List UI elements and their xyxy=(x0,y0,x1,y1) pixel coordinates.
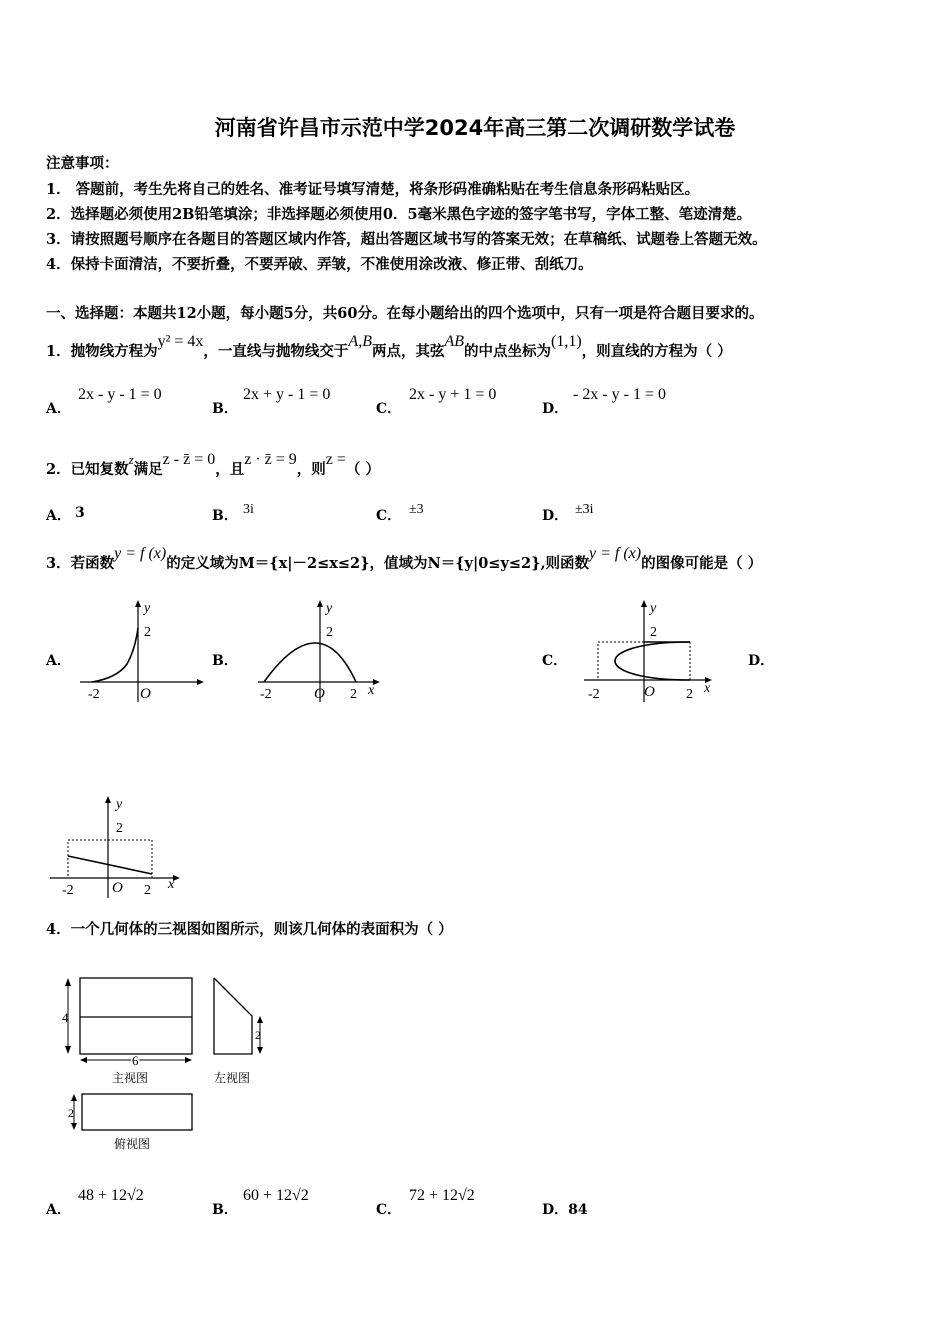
origin-label: O xyxy=(140,686,151,702)
q4-option-c-label: C． xyxy=(376,1202,402,1218)
q1-option-b: 2x + y - 1 = 0 xyxy=(243,386,331,403)
tick-2: 2 xyxy=(650,625,657,640)
q3-function: y = f (x) xyxy=(589,545,642,562)
q1-option-d: - 2x - y - 1 = 0 xyxy=(573,386,667,403)
q1-midpoint: (1,1) xyxy=(551,333,582,350)
q4-option-a: 48 + 12√2 xyxy=(78,1187,144,1204)
q4-option-d: D．84 xyxy=(542,1202,588,1218)
q1-text: 的中点坐标为 xyxy=(464,343,552,360)
tick-2: 2 xyxy=(144,625,151,640)
q3-stem xyxy=(46,545,763,573)
tick-neg2: -2 xyxy=(588,687,600,702)
q3-option-c-label: C． xyxy=(542,653,568,669)
tick-neg2: -2 xyxy=(62,883,74,898)
axis-y-label: y xyxy=(144,601,151,616)
dim-side-2: 2 xyxy=(255,1028,261,1042)
q1-option-a-label: A． xyxy=(46,401,71,417)
q1-equation: y² = 4x xyxy=(157,333,204,350)
q2-stem xyxy=(46,451,380,479)
q2-option-c: ±3 xyxy=(409,502,424,517)
q2-option-c-label: C． xyxy=(376,508,402,524)
q3-option-a-label: A． xyxy=(46,653,71,669)
q2-eq2: z · z̄ = 9 xyxy=(244,451,297,468)
tick-neg2: -2 xyxy=(88,687,100,702)
side-view-label: 左视图 xyxy=(214,1071,251,1085)
front-view-label: 主视图 xyxy=(112,1071,149,1085)
q3-graph-a xyxy=(72,598,212,706)
notice-item: 1． 答题前，考生先将自己的姓名、准考证号填写清楚，将条形码准确粘贴在考生信息条形码粘贴区。 xyxy=(46,181,700,198)
q2-option-b: 3i xyxy=(243,502,254,517)
notice-item: 4．保持卡面清洁，不要折叠，不要弄破、弄皱，不准使用涂改液、修正带、刮纸刀。 xyxy=(46,256,593,273)
axis-y-label: y xyxy=(326,601,333,616)
notice-item: 3．请按照题号顺序在各题目的答题区域内作答，超出答题区域书写的答案无效；在草稿纸、试题卷上答题无效。 xyxy=(46,231,767,248)
q4-option-c: 72 + 12√2 xyxy=(409,1187,475,1204)
q1-chord: AB xyxy=(444,333,465,350)
q1-option-d-label: D． xyxy=(542,401,569,417)
dim-6: 6 xyxy=(132,1053,139,1068)
tick-2-x: 2 xyxy=(144,883,151,898)
q4-three-views xyxy=(56,970,276,1155)
q3-function: y = f (x) xyxy=(114,545,167,562)
q1-text: ，则直线的方程为（ ） xyxy=(581,343,732,360)
q2-option-a: 3 xyxy=(75,505,85,521)
q4-option-b-label: B． xyxy=(212,1202,238,1218)
axis-x-label: x xyxy=(168,877,175,892)
q2-option-d: ±3i xyxy=(575,502,594,517)
page-title: 河南省许昌市示范中学2024年高三第二次调研数学试卷 xyxy=(214,116,736,140)
tick-2-x: 2 xyxy=(350,687,357,702)
tick-2: 2 xyxy=(326,625,333,640)
q3-text: 的图像可能是（ ） xyxy=(641,555,763,572)
axis-y-label: y xyxy=(116,797,123,812)
q4-stem: 4．一个几何体的三视图如图所示，则该几何体的表面积为（ ） xyxy=(46,921,453,938)
q3-graph-b xyxy=(250,598,390,706)
q2-text: 2．已知复数 xyxy=(46,461,129,478)
axis-y-label: y xyxy=(650,601,657,616)
q2-text: ，则 xyxy=(296,461,326,478)
q2-eq1: z - z̄ = 0 xyxy=(162,451,216,468)
q1-points: A,B xyxy=(348,333,372,350)
tick-2-x: 2 xyxy=(686,687,693,702)
q3-text: 3．若函数 xyxy=(46,555,115,572)
q1-option-c-label: C． xyxy=(376,401,402,417)
tick-neg2: -2 xyxy=(260,687,272,702)
notice-item: 2．选择题必须使用2B铅笔填涂；非选择题必须使用0．5毫米黑色字迹的签字笔书写，字体工整、笔迹清楚。 xyxy=(46,206,752,223)
q2-option-a-label: A． xyxy=(46,508,71,524)
q3-text: 的定义域为M＝{x|－2≤x≤2}，值域为N＝{y|0≤y≤2},则函数 xyxy=(166,555,589,572)
q1-text: 两点，其弦 xyxy=(371,343,445,360)
q3-graph-d xyxy=(46,794,191,902)
tick-2: 2 xyxy=(116,821,123,836)
q1-text: ，一直线与抛物线交于 xyxy=(203,343,349,360)
q3-graph-c xyxy=(580,598,720,706)
axis-x-label: x xyxy=(704,681,711,696)
top-view-label: 俯视图 xyxy=(114,1137,151,1151)
q4-option-b: 60 + 12√2 xyxy=(243,1187,309,1204)
origin-label: O xyxy=(112,880,123,896)
origin-label: O xyxy=(644,684,655,700)
q2-eq3: z = xyxy=(325,451,346,468)
q2-var: z xyxy=(128,452,134,467)
q1-option-c: 2x - y + 1 = 0 xyxy=(409,386,497,403)
q4-option-a-label: A． xyxy=(46,1202,71,1218)
dim-4: 4 xyxy=(62,1010,69,1025)
q1-option-b-label: B． xyxy=(212,401,238,417)
axis-x-label: x xyxy=(368,683,375,698)
q2-option-d-label: D． xyxy=(542,508,569,524)
section-heading: 一、选择题：本题共12小题，每小题5分，共60分。在每小题给出的四个选项中，只有一项是符合题目要求的。 xyxy=(46,305,764,322)
q1-option-a: 2x - y - 1 = 0 xyxy=(78,386,162,403)
q2-text: （ ） xyxy=(345,461,380,478)
q1-stem xyxy=(46,333,732,361)
dim-top-2: 2 xyxy=(68,1106,74,1120)
q3-option-d-label: D． xyxy=(748,653,775,669)
q2-text: 满足 xyxy=(133,461,163,478)
origin-label: O xyxy=(314,686,325,702)
q3-option-b-label: B． xyxy=(212,653,238,669)
q2-option-b-label: B． xyxy=(212,508,238,524)
q2-text: ，且 xyxy=(215,461,245,478)
q1-text: 1．抛物线方程为 xyxy=(46,343,158,360)
notice-heading: 注意事项： xyxy=(46,155,119,172)
